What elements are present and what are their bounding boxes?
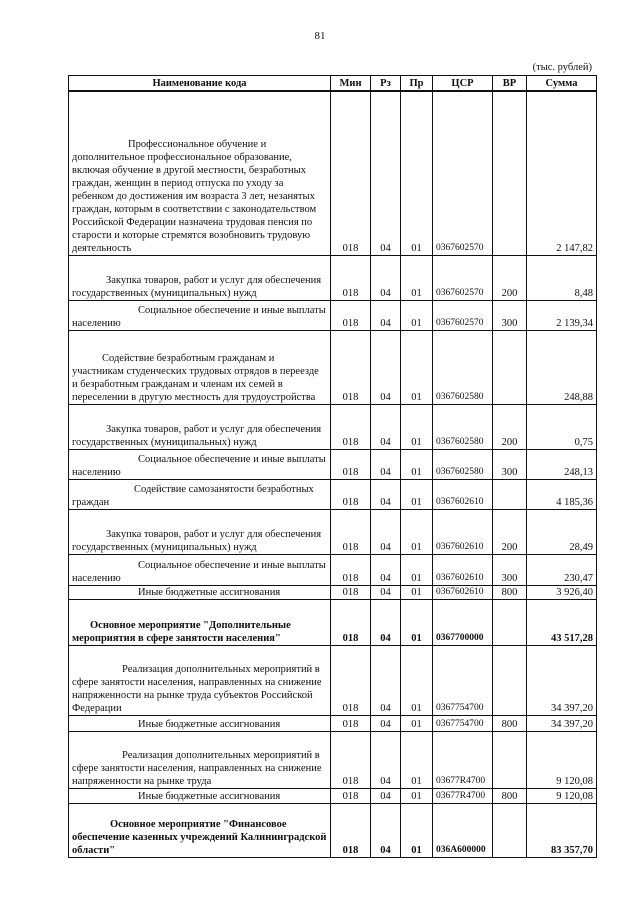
table-row: [69, 404, 597, 449]
row-pr-cell: 01: [401, 599, 433, 645]
row-pr-cell: 01: [401, 479, 433, 509]
row-min-cell: 018: [331, 479, 371, 509]
row-rz-cell: 04: [371, 715, 401, 731]
row-vr-cell: [493, 645, 527, 715]
row-name-cell: Закупка товаров, работ и услуг для обеспечения государственных (муниципальных) нужд: [69, 255, 331, 300]
row-rz-cell: 04: [371, 255, 401, 300]
table-row: [69, 599, 597, 645]
row-pr-cell: 01: [401, 803, 433, 857]
row-pr-cell: 01: [401, 509, 433, 554]
row-min-cell: 018: [331, 404, 371, 449]
row-vr-cell: 800: [493, 788, 527, 803]
table-row: [69, 645, 597, 715]
row-csr-cell: 0367602570: [433, 255, 493, 300]
row-sum-cell: 4 185,36: [527, 479, 597, 509]
row-pr-cell: 01: [401, 788, 433, 803]
row-name-cell: Социальное обеспечение и иные выплаты населению: [69, 554, 331, 585]
row-name-cell: Закупка товаров, работ и услуг для обеспечения государственных (муниципальных) нужд: [69, 509, 331, 554]
table-row: [69, 715, 597, 731]
row-name-cell: Иные бюджетные ассигнования: [69, 715, 331, 731]
header-csr: ЦСР: [433, 76, 493, 92]
row-sum-cell: 0,75: [527, 404, 597, 449]
row-csr-cell: 0367602570: [433, 91, 493, 255]
table-row: [69, 255, 597, 300]
page-number: 81: [314, 30, 326, 42]
table-body: [69, 91, 597, 857]
row-rz-cell: 04: [371, 404, 401, 449]
row-vr-cell: [493, 330, 527, 404]
row-csr-cell: 0367602610: [433, 554, 493, 585]
row-min-cell: 018: [331, 300, 371, 330]
row-csr-cell: 0367602570: [433, 300, 493, 330]
row-vr-cell: [493, 479, 527, 509]
row-name-cell: Иные бюджетные ассигнования: [69, 788, 331, 803]
row-sum-cell: 28,49: [527, 509, 597, 554]
row-pr-cell: 01: [401, 731, 433, 788]
row-name-cell: Профессиональное обучение и дополнительное профессиональное образование, включая обучение в другой местности, безработных граждан, женщин в период отпуска по уходу за ребенком до достижения им возраста 3 лет, незанятых граждан, которым в соответствии с законодательством Российской Федерации назначена трудовая пенсия по старости и которые стремятся возобновить трудовую деятельность: [69, 91, 331, 255]
row-rz-cell: 04: [371, 788, 401, 803]
row-name-cell: Содействие безработным гражданам и участникам студенческих трудовых отрядов в переезде и безработным гражданам и членам их семей в переселении в другую местность для трудоустройства: [69, 330, 331, 404]
row-csr-cell: 0367700000: [433, 599, 493, 645]
row-name-cell: Основное мероприятие "Финансовое обеспечение казенных учреждений Калининградской области": [69, 803, 331, 857]
row-name-cell: Закупка товаров, работ и услуг для обеспечения государственных (муниципальных) нужд: [69, 404, 331, 449]
row-rz-cell: 04: [371, 509, 401, 554]
header-vr: ВР: [493, 76, 527, 92]
row-min-cell: 018: [331, 255, 371, 300]
row-pr-cell: 01: [401, 554, 433, 585]
row-csr-cell: 0367754700: [433, 645, 493, 715]
row-csr-cell: 0367602580: [433, 449, 493, 479]
row-min-cell: 018: [331, 585, 371, 599]
row-name-cell: Реализация дополнительных мероприятий в сфере занятости населения, направленных на снижение напряженности на рынке труда субъектов Российской Федерации: [69, 645, 331, 715]
row-min-cell: 018: [331, 91, 371, 255]
row-csr-cell: 03677R4700: [433, 788, 493, 803]
row-csr-cell: 03677R4700: [433, 731, 493, 788]
table-row: [69, 449, 597, 479]
row-name-cell: Социальное обеспечение и иные выплаты населению: [69, 449, 331, 479]
table-row: [69, 91, 597, 255]
row-sum-cell: 2 147,82: [527, 91, 597, 255]
row-rz-cell: 04: [371, 585, 401, 599]
row-csr-cell: 0367602610: [433, 479, 493, 509]
row-vr-cell: [493, 803, 527, 857]
row-pr-cell: 01: [401, 585, 433, 599]
row-csr-cell: 0367602610: [433, 585, 493, 599]
row-vr-cell: [493, 599, 527, 645]
row-csr-cell: 0367602610: [433, 509, 493, 554]
row-vr-cell: 300: [493, 554, 527, 585]
row-min-cell: 018: [331, 554, 371, 585]
row-min-cell: 018: [331, 715, 371, 731]
row-sum-cell: 2 139,34: [527, 300, 597, 330]
row-rz-cell: 04: [371, 91, 401, 255]
row-pr-cell: 01: [401, 255, 433, 300]
row-name-cell: Реализация дополнительных мероприятий в сфере занятости населения, направленных на снижение напряженности на рынке труда: [69, 731, 331, 788]
row-name-cell: Содействие самозанятости безработных граждан: [69, 479, 331, 509]
header-name: Наименование кода: [69, 76, 331, 92]
row-sum-cell: 248,13: [527, 449, 597, 479]
row-csr-cell: 036А600000: [433, 803, 493, 857]
row-csr-cell: 0367602580: [433, 404, 493, 449]
row-sum-cell: 248,88: [527, 330, 597, 404]
row-vr-cell: 200: [493, 255, 527, 300]
header-sum: Сумма: [527, 76, 597, 92]
row-rz-cell: 04: [371, 645, 401, 715]
header-pr: Пр: [401, 76, 433, 92]
header-rz: Рз: [371, 76, 401, 92]
row-sum-cell: 9 120,08: [527, 788, 597, 803]
row-csr-cell: 0367754700: [433, 715, 493, 731]
row-sum-cell: 34 397,20: [527, 645, 597, 715]
row-min-cell: 018: [331, 788, 371, 803]
row-min-cell: 018: [331, 599, 371, 645]
table-row: [69, 509, 597, 554]
row-sum-cell: 3 926,40: [527, 585, 597, 599]
row-rz-cell: 04: [371, 554, 401, 585]
units-label: (тыс. рублей): [532, 62, 592, 73]
table-row: [69, 479, 597, 509]
row-vr-cell: 300: [493, 300, 527, 330]
row-vr-cell: [493, 91, 527, 255]
row-pr-cell: 01: [401, 645, 433, 715]
row-min-cell: 018: [331, 645, 371, 715]
row-name-cell: Социальное обеспечение и иные выплаты населению: [69, 300, 331, 330]
row-vr-cell: 800: [493, 715, 527, 731]
table-row: [69, 585, 597, 599]
table-row: [69, 330, 597, 404]
table-row: [69, 788, 597, 803]
budget-table: [68, 75, 597, 858]
row-sum-cell: 9 120,08: [527, 731, 597, 788]
header-min: Мин: [331, 76, 371, 92]
row-rz-cell: 04: [371, 479, 401, 509]
row-min-cell: 018: [331, 509, 371, 554]
row-min-cell: 018: [331, 731, 371, 788]
row-rz-cell: 04: [371, 449, 401, 479]
row-rz-cell: 04: [371, 300, 401, 330]
row-vr-cell: 800: [493, 585, 527, 599]
row-pr-cell: 01: [401, 715, 433, 731]
row-rz-cell: 04: [371, 803, 401, 857]
row-sum-cell: 83 357,70: [527, 803, 597, 857]
row-min-cell: 018: [331, 449, 371, 479]
row-pr-cell: 01: [401, 404, 433, 449]
row-min-cell: 018: [331, 803, 371, 857]
row-vr-cell: 200: [493, 404, 527, 449]
row-rz-cell: 04: [371, 599, 401, 645]
row-rz-cell: 04: [371, 330, 401, 404]
row-pr-cell: 01: [401, 91, 433, 255]
row-pr-cell: 01: [401, 300, 433, 330]
row-sum-cell: 230,47: [527, 554, 597, 585]
row-sum-cell: 34 397,20: [527, 715, 597, 731]
row-min-cell: 018: [331, 330, 371, 404]
row-csr-cell: 0367602580: [433, 330, 493, 404]
row-sum-cell: 43 517,28: [527, 599, 597, 645]
table-row: [69, 300, 597, 330]
table-header-row: [69, 76, 597, 92]
row-name-cell: Иные бюджетные ассигнования: [69, 585, 331, 599]
row-pr-cell: 01: [401, 449, 433, 479]
row-sum-cell: 8,48: [527, 255, 597, 300]
row-name-cell: Основное мероприятие "Дополнительные мероприятия в сфере занятости населения": [69, 599, 331, 645]
row-vr-cell: 300: [493, 449, 527, 479]
row-vr-cell: [493, 731, 527, 788]
table-row: [69, 554, 597, 585]
table-row: [69, 803, 597, 857]
table-row: [69, 731, 597, 788]
row-pr-cell: 01: [401, 330, 433, 404]
row-rz-cell: 04: [371, 731, 401, 788]
row-vr-cell: 200: [493, 509, 527, 554]
